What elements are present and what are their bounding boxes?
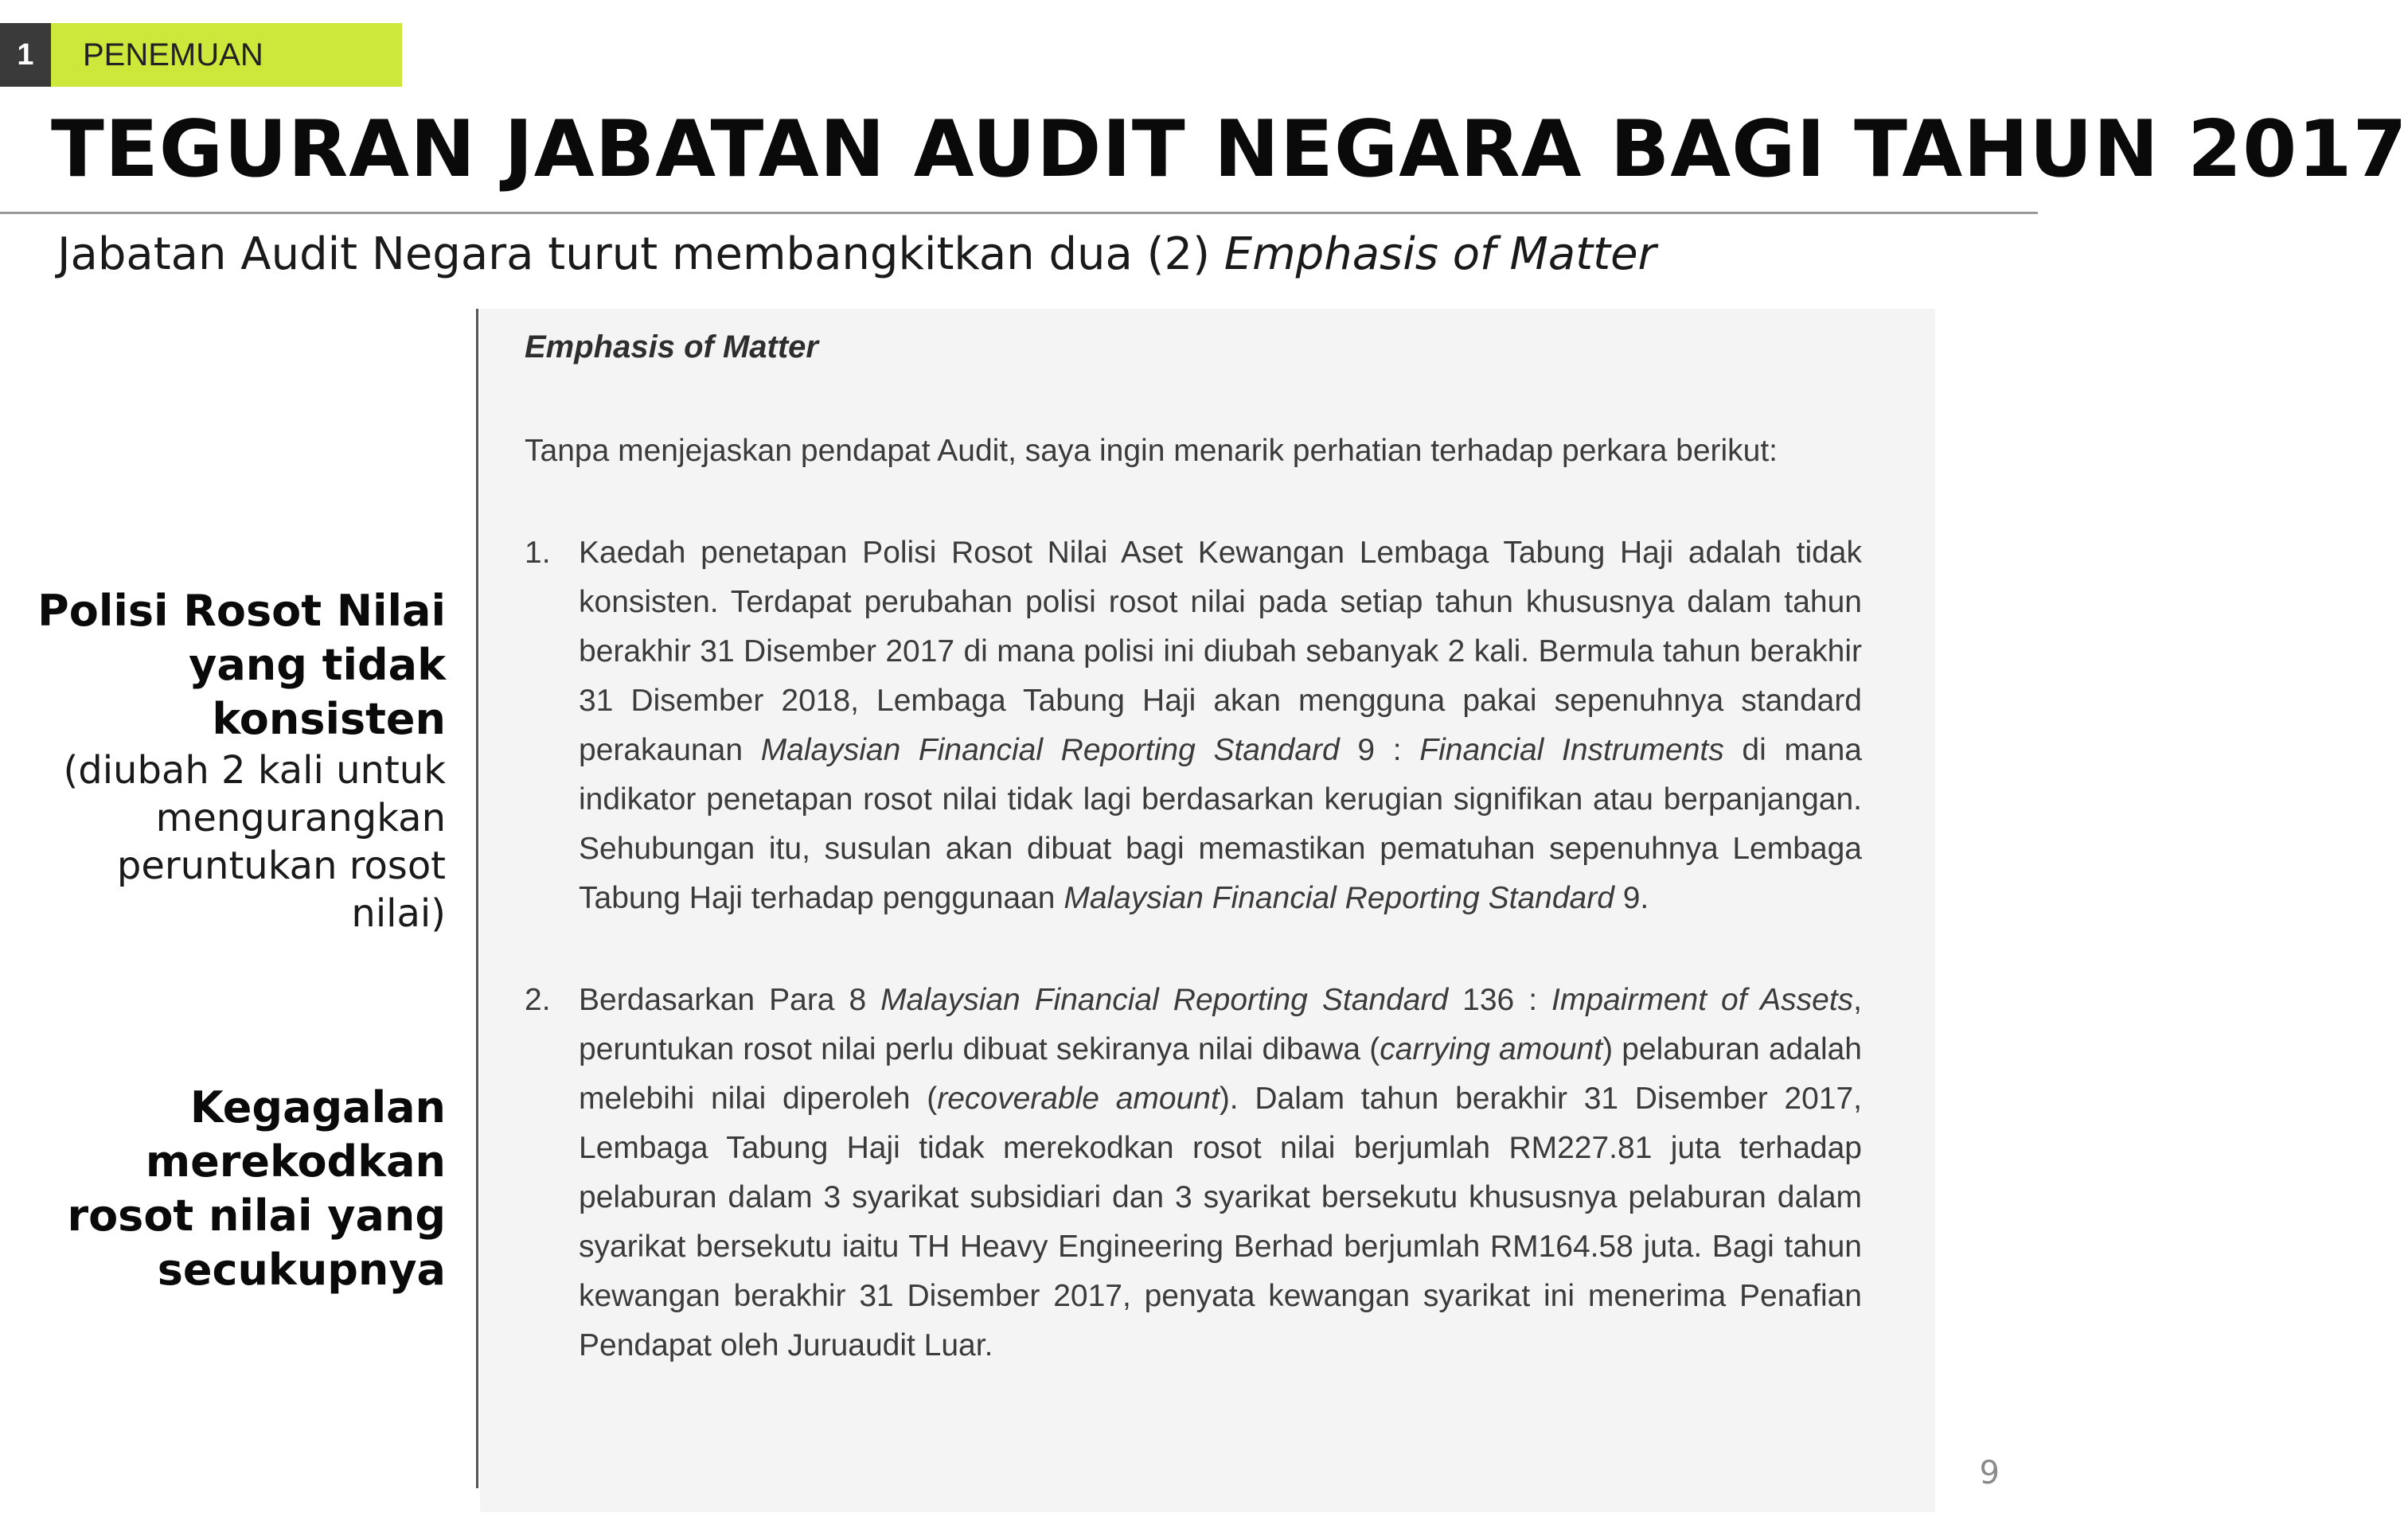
vertical-divider [476, 309, 478, 1488]
italic-text-run: Malaysian Financial Reporting Standard [880, 983, 1449, 1017]
document-item-number: 1. [525, 536, 551, 570]
text-run: ). Dalam tahun berakhir 31 Disember 2017, Lembaga Tabung Haji tidak merekodkan rosot nilai berjumlah RM227.81 juta terhadap pelaburan dalam 3 syarikat subsidiari dan 3 syarikat bersekutu khususnya pelaburan dalam syarikat bersekutu iaitu TH Heavy Engineering Berhad berjumlah RM164.58 juta. Bagi tahun kewangan berakhir 31 Disember 2017, penyata kewangan syarikat ini menerima Penafian Pendapat oleh Juruaudit Luar. [579, 1082, 1862, 1362]
document-intro: Tanpa menjejaskan pendapat Audit, saya ingin menarik perhatian terhadap perkara berikut: [525, 434, 1778, 468]
section-number: 1 [0, 23, 51, 87]
document-heading: Emphasis of Matter [525, 329, 818, 364]
subtitle [57, 224, 1657, 285]
document-item [525, 528, 1862, 923]
page-number: 9 [1979, 1455, 2000, 1491]
document-item-text [579, 528, 1862, 923]
document-item [525, 976, 1862, 1370]
annotation-detail: (diubah 2 kali untuk mengurangkan peruntukan rosot nilai) [63, 748, 446, 936]
italic-text-run: Financial Instruments [1419, 733, 1724, 767]
text-run: 136 : [1448, 983, 1552, 1017]
subtitle-text: Jabatan Audit Negara turut membangkitkan dua (2) [57, 228, 1210, 280]
scanned-document-excerpt [480, 309, 1935, 1512]
section-label: PENEMUAN [51, 23, 402, 87]
italic-text-run: Malaysian Financial Reporting Standard [760, 733, 1340, 767]
italic-text-run: recoverable amount [937, 1082, 1220, 1116]
slide-title: TEGURAN JABATAN AUDIT NEGARA BAGI TAHUN 2017 [51, 104, 2408, 195]
annotation-inconsistent-policy [32, 584, 446, 937]
annotation-heading: Polisi Rosot Nilai yang tidak konsisten [37, 586, 446, 744]
italic-text-run: Malaysian Financial Reporting Standard [1064, 881, 1614, 915]
title-divider [0, 212, 2038, 214]
section-tag [0, 23, 402, 87]
text-run: ) pelaburan adalah melebihi nilai diperoleh ( [579, 1032, 1862, 1116]
subtitle-emphasis: Emphasis of Matter [1224, 228, 1657, 280]
annotation-heading: Kegagalan merekodkan rosot nilai yang secukupnya [67, 1082, 446, 1295]
text-run: Kaedah penetapan Polisi Rosot Nilai Aset Kewangan Lembaga Tabung Haji adalah tidak konsisten. Terdapat perubahan polisi rosot nilai pada setiap tahun khususnya dalam tahun berakhir 31 Disember 2017 di mana polisi ini diubah sebanyak 2 kali. Bermula tahun berakhir 31 Disember 2018, Lembaga Tabung Haji akan mengguna pakai sepenuhnya standard perakaunan [579, 536, 1862, 767]
italic-text-run: carrying amount [1380, 1032, 1603, 1066]
document-item-text [579, 976, 1862, 1370]
italic-text-run: Impairment of Assets [1551, 983, 1854, 1017]
document-item-number: 2. [525, 983, 551, 1017]
text-run: , peruntukan rosot nilai perlu dibuat sekiranya nilai dibawa ( [579, 983, 1862, 1066]
text-run: 9 : [1339, 733, 1420, 767]
text-run: di mana indikator penetapan rosot nilai tidak lagi berdasarkan kerugian signifikan atau berpanjangan. Sehubungan itu, susulan akan dibuat bagi memastikan pematuhan sepenuhnya Lembaga Tabung Haji terhadap penggunaan [579, 733, 1862, 915]
annotation-insufficient-impairment [32, 1081, 446, 1297]
text-run: Berdasarkan Para 8 [579, 983, 881, 1017]
text-run: 9. [1614, 881, 1649, 915]
